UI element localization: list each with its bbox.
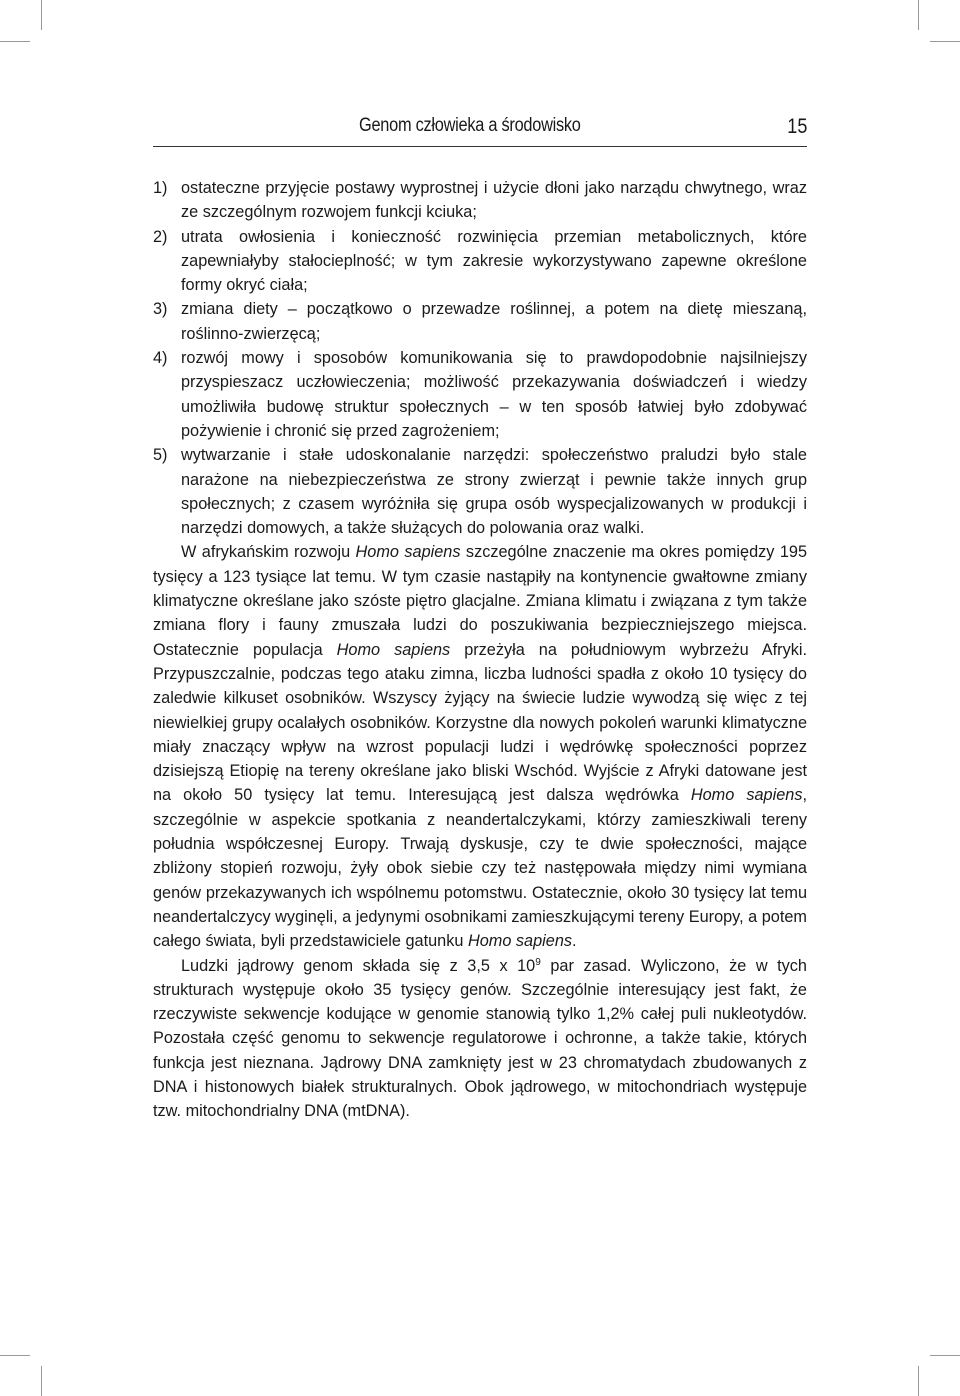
crop-mark-bottom-left-vertical <box>41 1366 42 1396</box>
crop-mark-top-right-horizontal <box>930 41 960 42</box>
exponent: 9 <box>535 956 541 968</box>
paragraph-text: . <box>572 932 577 951</box>
crop-mark-bottom-right-horizontal <box>930 1355 960 1356</box>
list-item <box>153 346 807 443</box>
paragraph-text: W afrykańskim rozwoju <box>181 543 356 562</box>
list-item <box>153 443 807 540</box>
list-number: 1) <box>153 179 168 197</box>
crop-mark-bottom-left-horizontal <box>0 1355 30 1356</box>
list-number: 3) <box>153 300 168 319</box>
species-name: Homo sapiens <box>336 640 451 659</box>
list-number: 5) <box>153 446 168 465</box>
list-text: zmiana diety – początkowo o przewadze roślinnej, a potem na dietę mieszaną, roślinno-zwierzęcą; <box>181 300 807 343</box>
crop-mark-top-left-vertical <box>41 0 42 30</box>
list-text: rozwój mowy i sposobów komunikowania się to prawdopodobnie najsilniejszy przyspieszacz uczłowieczenia; możliwość przekazywania doświadczeń i wiedzy umożliwiła budowę struktur społecznych – w ten sposób łatwiej było zdobywać pożywienie i chronić się przed zagrożeniem; <box>181 349 807 440</box>
species-name: Homo sapiens <box>467 932 573 951</box>
list-number: 4) <box>153 349 168 368</box>
paragraph-text: , szczególnie w aspekcie spotkania z neandertalczykami, którzy zamieszkiwali tereny południa współczesnej Europy. Trwają dyskusje, czy te dwie społeczności, mające zbliżony stopień rozwoju, żyły obok siebie czy też następowała między nimi wymiana genów przekazywanych ich wspólnemu potomstwu. Ostatecznie, około 30 tysięcy lat temu neandertalczycy wyginęli, a jedynymi osobnikami zamieszkującymi tereny Europy, a potem całego świata, byli przedstawiciele gatunku <box>153 786 807 951</box>
running-head <box>153 112 807 147</box>
species-name: Homo sapiens <box>690 786 803 805</box>
paragraph-text: par zasad. Wyliczono, że w tych strukturach występuje około 35 tysięcy genów. Szczególnie interesujący jest fakt, że rzeczywiste sekwencje kodujące w genomie stanowią tylko 1,2% całej puli nukleotydów. Pozostała część genomu to sekwencje regulatorowe i ochronne, a także takie, których funkcja jest nieznana. Jądrowy DNA zamknięty jest w 23 chromatydach zbudowanych z DNA i histonowych białek strukturalnych. Obok jądrowego, w mitochondriach występuje tzw. mitochondrialny DNA (mtDNA). <box>153 956 807 1121</box>
list-item <box>153 297 807 346</box>
paragraph-text: szczególne znaczenie ma okres pomiędzy 195 tysięcy a 123 tysiące lat temu. W tym czasie nastąpiły na kontynencie gwałtowne zmiany klimatyczne określane jako szóste piętro glacjalne. Zmiana klimatu i związana z tym także zmiana flory i fauny zmuszała ludzi do poszukiwania bezpieczniejszego miejsca. Ostatecznie populacja <box>153 543 807 659</box>
page-number: 15 <box>786 115 807 138</box>
crop-mark-top-left-horizontal <box>0 41 30 42</box>
crop-mark-bottom-right-vertical <box>918 1366 919 1396</box>
page-body <box>153 176 807 1124</box>
paragraph-homo-sapiens-history <box>153 540 807 953</box>
list-number: 2) <box>153 227 168 246</box>
paragraph-text: Ludzki jądrowy genom składa się z 3,5 x 10 <box>181 956 536 975</box>
species-name: Homo sapiens <box>355 543 461 562</box>
list-item <box>153 176 807 225</box>
list-item <box>153 225 807 298</box>
paragraph-text: przeżyła na południowym wybrzeżu Afryki. Przypuszczalnie, podczas tego ataku zimna, liczba ludności spadła z około 10 tysięcy do zaledwie kilkuset osobników. Wszyscy żyjący na świecie ludzie wywodzą się więc z tej niewielkiej grupy ocalałych osobników. Korzystne dla nowych pokoleń warunki klimatyczne miały znaczący wpływ na wzrost populacji ludzi i wędrówkę społeczności poprzez dzisiejszą Etiopię na tereny określane jako bliski Wschód. Wyjście z Afryki datowane jest na około 50 tysięcy lat temu. Interesującą jest dalsza wędrówka <box>153 640 807 805</box>
list-text: wytwarzanie i stałe udoskonalanie narzędzi: społeczeństwo praludzi było stale narażone na niebezpieczeństwa ze strony zwierząt i pewnie także innych grup społecznych; z czasem wyróżniła się grupa osób wyspecjalizowanych w produkcji i narzędzi domowych, a także służących do polowania oraz walki. <box>181 446 807 538</box>
paragraph-nuclear-genome <box>153 954 807 1124</box>
crop-mark-top-right-vertical <box>918 0 919 30</box>
list-text: utrata owłosienia i konieczność rozwinięcia przemian metabolicznych, które zapewniałyby stałocieplność; w tym zakresie wykorzystywano zapewne określone formy okryć ciała; <box>181 227 807 295</box>
list-text: ostateczne przyjęcie postawy wyprostnej i użycie dłoni jako narządu chwytnego, wraz ze szczególnym rozwojem funkcji kciuka; <box>181 179 807 222</box>
running-title: Genom człowieka a środowisko <box>359 115 581 136</box>
